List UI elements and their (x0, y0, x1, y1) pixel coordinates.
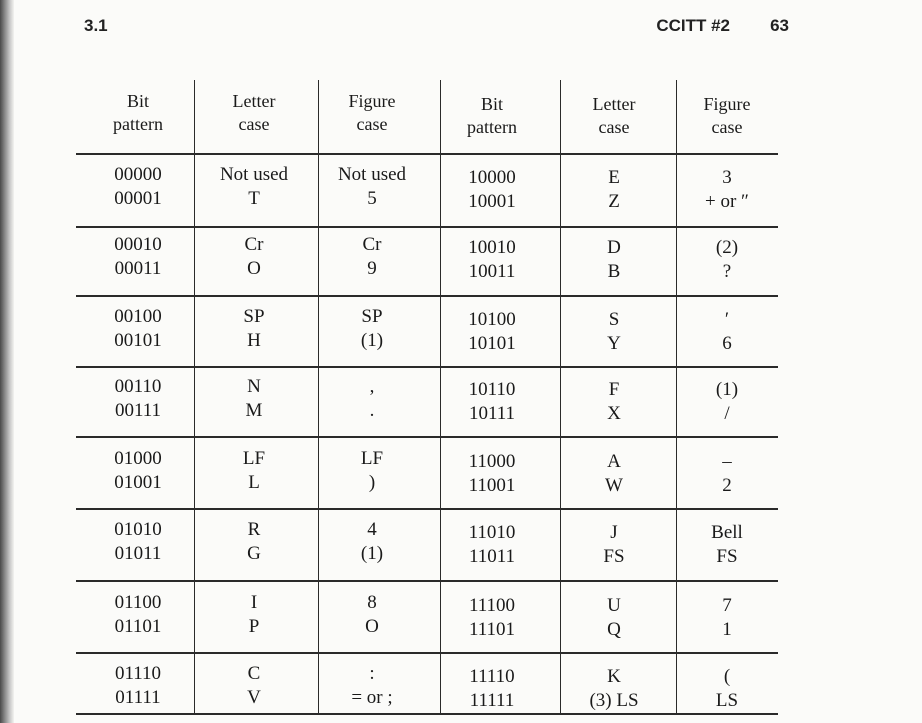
table-cell-bit-pattern-left (82, 591, 194, 639)
column-header-text: Figure (703, 94, 751, 114)
table-cell-value: X (607, 403, 621, 424)
table-cell-value: (1) (360, 543, 384, 564)
table-cell-bit-pattern-left (82, 662, 194, 710)
table-cell-figure-case-left (313, 233, 431, 281)
table-cell-figure-case-right (677, 308, 777, 356)
table-cell-value: 10101 (468, 333, 516, 354)
table-cell-value: 11011 (468, 546, 516, 567)
table-cell-figure-case-left (313, 591, 431, 639)
table-cell-letter-case-left (194, 375, 314, 423)
page-binding-shadow (0, 0, 14, 723)
table-cell-value: M (245, 400, 263, 421)
column-header-bit-pattern-right (433, 93, 551, 139)
column-header-figure-case-left (313, 90, 431, 136)
table-cell-value: G (247, 543, 261, 564)
table-cell-figure-case-right (677, 594, 777, 642)
table-cell-value: I (250, 592, 258, 613)
table-cell-value: ) (368, 472, 376, 493)
table-cell-value: (1) (360, 330, 384, 351)
table-cell-bit-pattern-left (82, 233, 194, 281)
row-rule (76, 652, 778, 654)
table-cell-value: H (247, 330, 261, 351)
table-cell-value: 00011 (114, 258, 162, 279)
table-cell-value: 10011 (468, 261, 516, 282)
table-cell-figure-case-left (313, 447, 431, 495)
table-cell-value: 10000 (468, 167, 516, 188)
column-header-text: case (711, 117, 743, 137)
table-cell-value: FS (603, 546, 625, 567)
table-cell-letter-case-left (194, 662, 314, 710)
table-cell-figure-case-right (677, 378, 777, 426)
column-header-text: Letter (592, 94, 636, 114)
table-cell-letter-case-right (555, 236, 673, 284)
table-cell-value: A (607, 451, 621, 472)
table-cell-value: 3 (722, 167, 732, 188)
column-header-text: pattern (113, 114, 163, 134)
table-cell-value: 00000 (114, 164, 162, 185)
column-header-letter-case-left (194, 90, 314, 136)
table-cell-value: , (369, 376, 375, 397)
table-cell-value: 7 (722, 595, 732, 616)
table-cell-figure-case-left (313, 375, 431, 423)
row-rule (76, 508, 778, 510)
table-cell-letter-case-left (194, 163, 314, 211)
table-cell-value: 00010 (114, 234, 162, 255)
table-cell-value: R (247, 519, 261, 540)
table-cell-value: 11111 (469, 690, 515, 711)
table-cell-bit-pattern-right (433, 308, 551, 356)
table-cell-value: V (247, 687, 261, 708)
column-header-text: Bit (126, 91, 149, 111)
table-cell-value: 01011 (114, 543, 162, 564)
table-cell-value: 01110 (114, 663, 162, 684)
table-cell-value: 6 (722, 333, 732, 354)
table-cell-value: L (248, 472, 260, 493)
row-rule (76, 580, 778, 582)
page-number: 63 (770, 16, 789, 35)
table-cell-letter-case-right (555, 308, 673, 356)
table-cell-bit-pattern-right (433, 166, 551, 214)
column-header-text: Bit (480, 94, 503, 114)
table-cell-value: 01111 (115, 687, 161, 708)
column-header-text: case (238, 114, 270, 134)
table-cell-figure-case-right (677, 166, 777, 214)
table-cell-value: LF (360, 448, 384, 469)
row-rule (76, 366, 778, 368)
table-cell-value: 00111 (114, 400, 162, 421)
table-cell-value: = or ; (351, 687, 393, 708)
table-cell-letter-case-right (555, 450, 673, 498)
table-cell-value: / (724, 403, 730, 424)
table-cell-value: 10100 (468, 309, 516, 330)
table-cell-value: U (607, 595, 621, 616)
table-cell-value: 4 (367, 519, 377, 540)
table-cell-bit-pattern-right (433, 236, 551, 284)
table-cell-value: 00100 (114, 306, 162, 327)
table-cell-value: O (247, 258, 261, 279)
column-header-text: case (356, 114, 388, 134)
table-cell-value: FS (716, 546, 738, 567)
table-cell-letter-case-left (194, 447, 314, 495)
table-cell-figure-case-left (313, 662, 431, 710)
table-cell-bit-pattern-left (82, 305, 194, 353)
row-rule (76, 436, 778, 438)
table-cell-value: Z (608, 191, 620, 212)
table-cell-letter-case-right (555, 665, 673, 713)
table-cell-letter-case-left (194, 518, 314, 566)
table-cell-bit-pattern-left (82, 375, 194, 423)
table-cell-value: Y (607, 333, 621, 354)
table-cell-value: 9 (367, 258, 377, 279)
table-cell-value: 01100 (114, 592, 162, 613)
table-cell-value: (1) (715, 379, 739, 400)
row-rule (76, 713, 778, 715)
column-header-text: Letter (232, 91, 276, 111)
table-cell-value: ( (723, 666, 731, 687)
column-header-figure-case-right (677, 93, 777, 139)
table-cell-value: 10001 (468, 191, 516, 212)
section-number: 3.1 (84, 16, 108, 35)
table-cell-bit-pattern-right (433, 594, 551, 642)
column-header-text: Figure (348, 91, 396, 111)
table-cell-value: 10010 (468, 237, 516, 258)
table-cell-value: C (247, 663, 261, 684)
table-cell-bit-pattern-right (433, 665, 551, 713)
table-cell-value: W (605, 475, 623, 496)
table-cell-value: 01001 (114, 472, 162, 493)
running-title: CCITT #2 (656, 16, 730, 35)
table-cell-figure-case-left (313, 163, 431, 211)
table-cell-value: Bell (711, 522, 743, 543)
table-cell-letter-case-left (194, 233, 314, 281)
table-cell-value: 11000 (468, 451, 516, 472)
table-cell-bit-pattern-right (433, 521, 551, 569)
table-cell-value: 11110 (469, 666, 515, 687)
table-cell-value: T (248, 188, 260, 209)
table-cell-bit-pattern-left (82, 518, 194, 566)
table-cell-value: 5 (367, 188, 377, 209)
table-cell-bit-pattern-left (82, 447, 194, 495)
row-rule (76, 295, 778, 297)
table-cell-figure-case-left (313, 305, 431, 353)
table-cell-bit-pattern-right (433, 378, 551, 426)
table-cell-value: 1 (722, 619, 732, 640)
table-cell-value: 01101 (114, 616, 162, 637)
table-cell-value: 8 (367, 592, 377, 613)
table-cell-value: 00110 (114, 376, 162, 397)
table-cell-figure-case-right (677, 236, 777, 284)
table-cell-value: : (369, 663, 375, 684)
table-cell-bit-pattern-right (433, 450, 551, 498)
column-header-text: case (598, 117, 630, 137)
table-cell-value: 00101 (114, 330, 162, 351)
table-cell-value: LF (242, 448, 266, 469)
table-cell-value: J (610, 522, 618, 543)
table-cell-letter-case-left (194, 305, 314, 353)
table-cell-value: Not used (219, 164, 289, 185)
table-cell-value: 10111 (468, 403, 516, 424)
table-cell-value: SP (361, 306, 383, 327)
table-cell-value: E (608, 167, 620, 188)
table-cell-bit-pattern-left (82, 163, 194, 211)
table-cell-value: (3) LS (589, 690, 639, 711)
table-cell-value: P (248, 616, 260, 637)
table-cell-figure-case-right (677, 521, 777, 569)
table-cell-letter-case-right (555, 378, 673, 426)
column-header-text: pattern (467, 117, 517, 137)
table-cell-figure-case-left (313, 518, 431, 566)
table-cell-value: Cr (244, 234, 264, 255)
table-cell-value: 01000 (114, 448, 162, 469)
table-cell-value: SP (243, 306, 265, 327)
table-cell-value: D (607, 237, 621, 258)
table-cell-value: Q (607, 619, 621, 640)
table-cell-value: . (369, 400, 375, 421)
table-cell-value: 00001 (114, 188, 162, 209)
table-cell-value: ′ (724, 309, 730, 330)
row-rule (76, 153, 778, 155)
table-cell-value: ? (722, 261, 732, 282)
table-cell-value: 2 (722, 475, 732, 496)
table-cell-letter-case-right (555, 166, 673, 214)
row-rule (76, 226, 778, 228)
table-cell-value: (2) (715, 237, 739, 258)
table-cell-value: – (722, 451, 732, 472)
table-cell-value: 11010 (468, 522, 516, 543)
table-cell-figure-case-right (677, 665, 777, 713)
table-cell-value: 10110 (468, 379, 516, 400)
table-cell-value: F (608, 379, 620, 400)
table-cell-value: O (365, 616, 379, 637)
table-cell-value: 01010 (114, 519, 162, 540)
table-cell-value: N (247, 376, 261, 397)
table-cell-value: + or ″ (705, 191, 749, 212)
column-header-letter-case-right (555, 93, 673, 139)
table-cell-value: Not used (337, 164, 407, 185)
column-header-bit-pattern-left (82, 90, 194, 136)
table-cell-letter-case-right (555, 594, 673, 642)
table-cell-value: 11001 (468, 475, 516, 496)
table-cell-value: 11101 (468, 619, 516, 640)
table-cell-value: 11100 (468, 595, 516, 616)
table-cell-value: Cr (362, 234, 382, 255)
table-cell-letter-case-right (555, 521, 673, 569)
table-cell-value: B (607, 261, 621, 282)
table-cell-letter-case-left (194, 591, 314, 639)
table-cell-figure-case-right (677, 450, 777, 498)
table-cell-value: LS (715, 690, 739, 711)
table-cell-value: S (608, 309, 620, 330)
table-cell-value: K (607, 666, 621, 687)
